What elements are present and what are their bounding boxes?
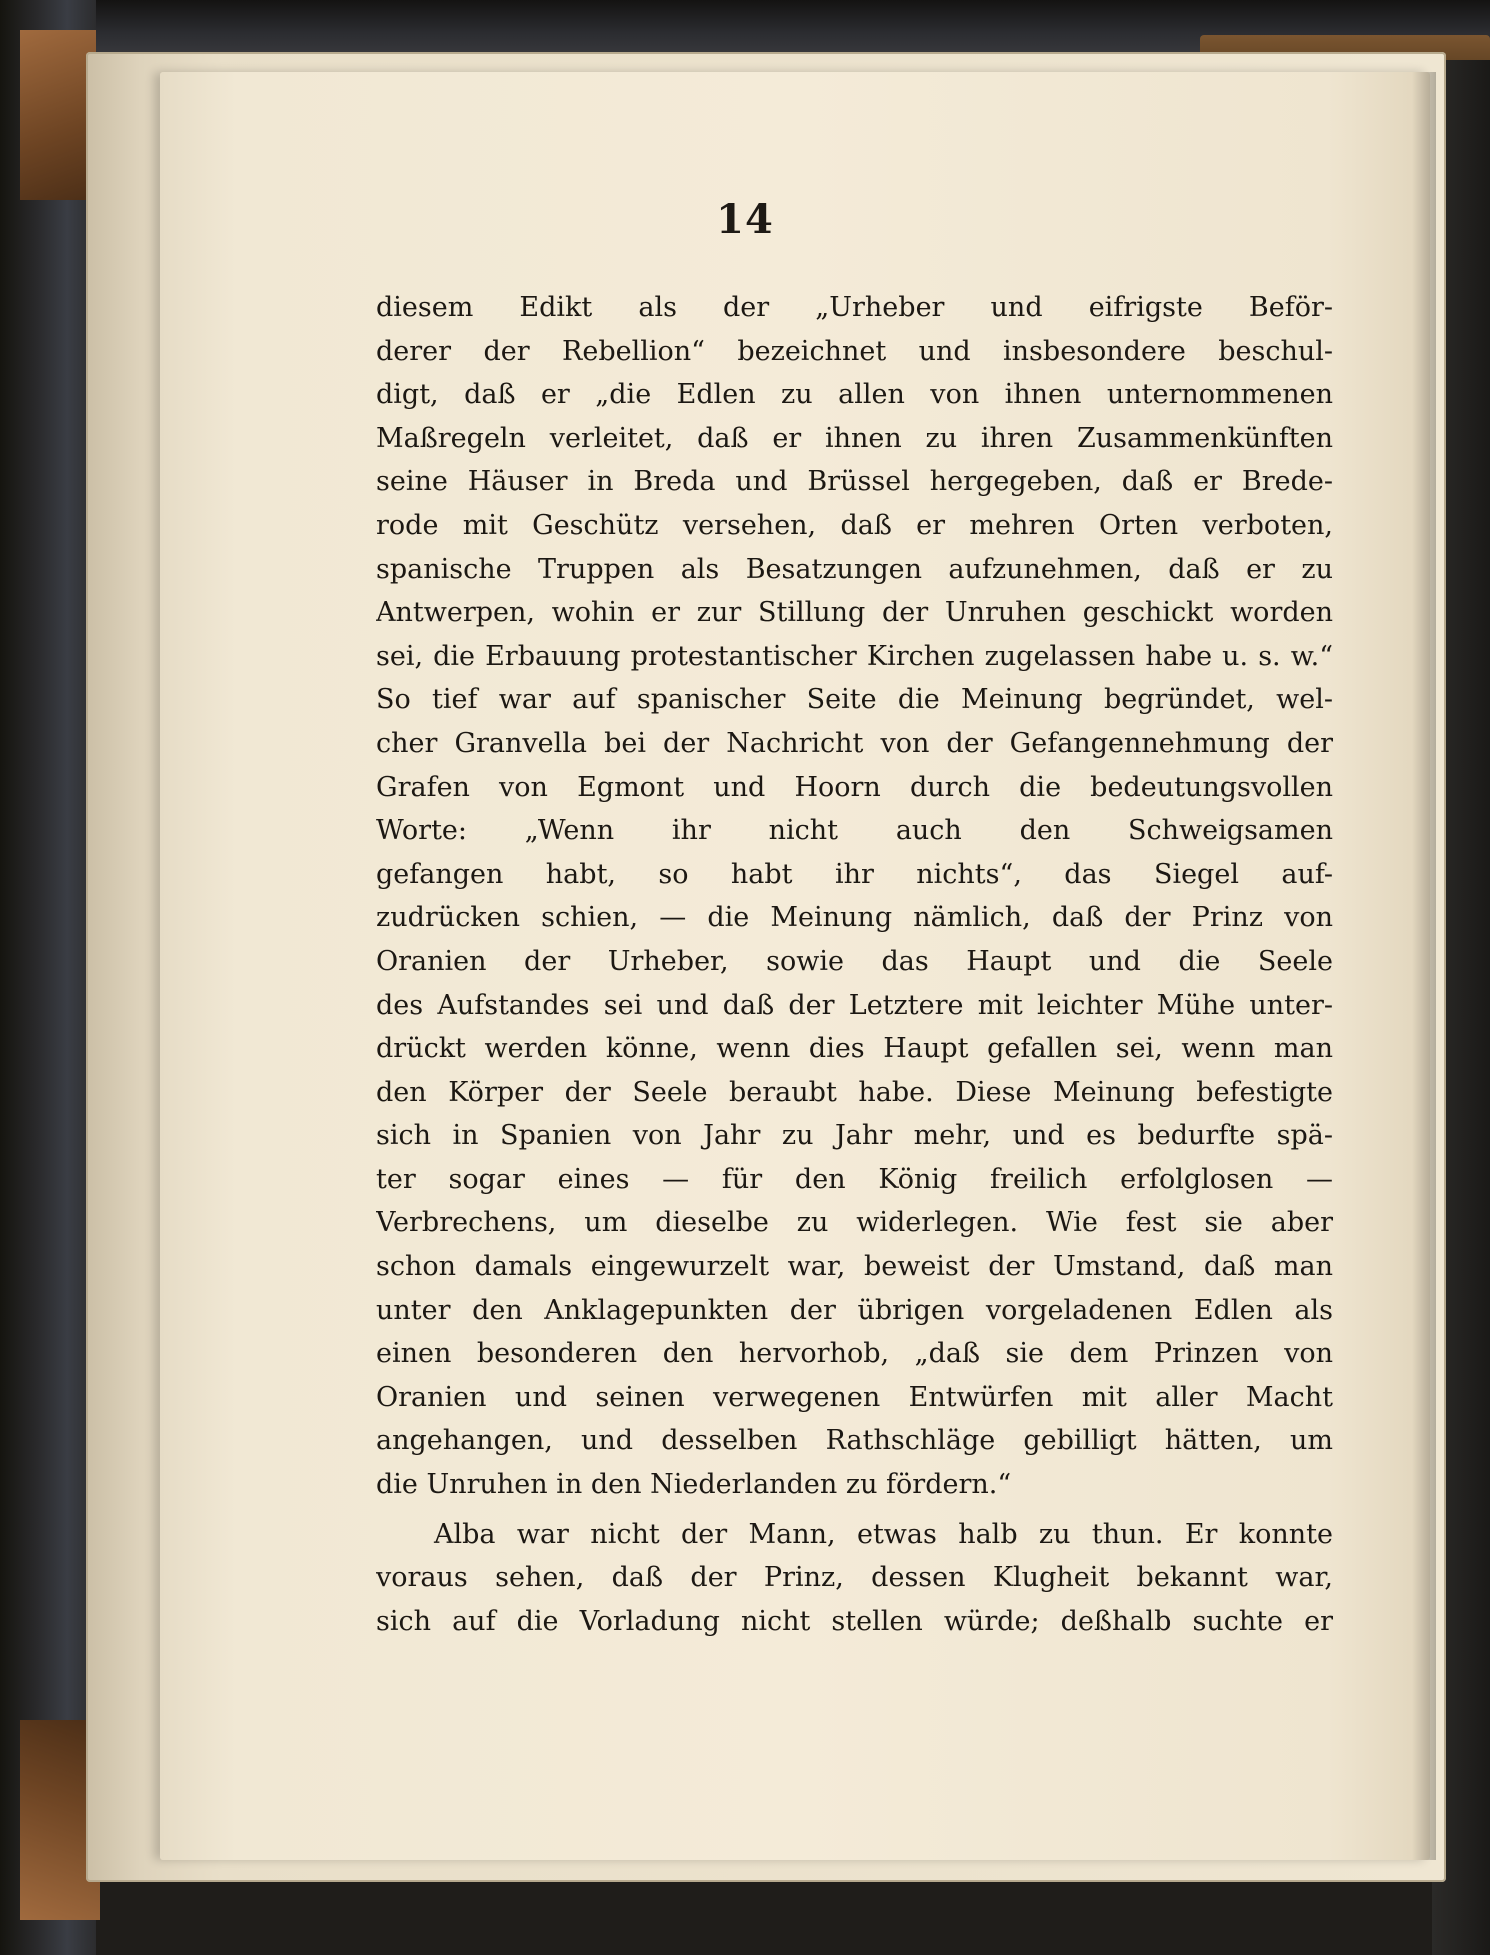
- text-line: des Aufstandes sei und daß der Letztere mit leichter Mühe unter-: [376, 989, 1333, 1021]
- page-number: 14: [716, 196, 774, 243]
- text-line: Antwerpen, wohin er zur Stillung der Unruhen geschickt worden: [376, 597, 1333, 629]
- text-line: Verbrechens, um dieselbe zu widerlegen. Wie fest sie aber: [376, 1207, 1333, 1239]
- text-line: seine Häuser in Breda und Brüssel hergegeben, daß er Brede-: [376, 466, 1333, 498]
- text-line: Oranien der Urheber, sowie das Haupt und die Seele: [376, 945, 1333, 977]
- text-line: gefangen habt, so habt ihr nichts“, das Siegel auf-: [376, 858, 1333, 890]
- text-line: sich auf die Vorladung nicht stellen würde; deßhalb suchte er: [376, 1605, 1333, 1637]
- paragraph-1: [376, 286, 1333, 1507]
- text-line: sei, die Erbauung protestantischer Kirchen zugelassen habe u. s. w.“: [376, 640, 1333, 672]
- paragraph-2: [376, 1513, 1333, 1644]
- text-line: diesem Edikt als der „Urheber und eifrigste Beför-: [376, 292, 1333, 323]
- text-line: Alba war nicht der Mann, etwas halb zu thun. Er konnte: [434, 1518, 1333, 1550]
- text-line: Grafen von Egmont und Hoorn durch die bedeutungsvollen: [376, 771, 1333, 803]
- text-line: So tief war auf spanischer Seite die Meinung begründet, wel-: [376, 684, 1333, 716]
- text-line: unter den Anklagepunkten der übrigen vorgeladenen Edlen als: [376, 1294, 1333, 1326]
- page-gutter-shadow: [1412, 72, 1436, 1860]
- text-line: derer der Rebellion“ bezeichnet und insbesondere beschul-: [376, 335, 1333, 367]
- text-line: einen besonderen den hervorhob, „daß sie dem Prinzen von: [376, 1338, 1333, 1370]
- text-line: Maßregeln verleitet, daß er ihnen zu ihren Zusammenkünften: [376, 422, 1333, 454]
- text-line: spanische Truppen als Besatzungen aufzunehmen, daß er zu: [376, 553, 1333, 585]
- text-line: digt, daß er „die Edlen zu allen von ihnen unternommenen: [376, 379, 1333, 411]
- page-text: [376, 286, 1333, 1643]
- text-line: ter sogar eines — für den König freilich erfolglosen —: [376, 1163, 1333, 1195]
- text-line: rode mit Geschütz versehen, daß er mehren Orten verboten,: [376, 509, 1333, 541]
- text-line: sich in Spanien von Jahr zu Jahr mehr, und es bedurfte spä-: [376, 1120, 1333, 1152]
- text-line: schon damals eingewurzelt war, beweist der Umstand, daß man: [376, 1251, 1333, 1283]
- text-line: die Unruhen in den Niederlanden zu fördern.“: [376, 1469, 1012, 1501]
- text-line: Oranien und seinen verwegenen Entwürfen mit aller Macht: [376, 1381, 1333, 1413]
- text-line: angehangen, und desselben Rathschläge gebilligt hätten, um: [376, 1425, 1333, 1457]
- text-line: den Körper der Seele beraubt habe. Diese Meinung befestigte: [376, 1076, 1333, 1108]
- text-line: Worte: „Wenn ihr nicht auch den Schweigsamen: [376, 815, 1333, 847]
- text-line: voraus sehen, daß der Prinz, dessen Klugheit bekannt war,: [376, 1562, 1333, 1594]
- text-line: cher Granvella bei der Nachricht von der Gefangennehmung der: [376, 727, 1333, 759]
- text-line: drückt werden könne, wenn dies Haupt gefallen sei, wenn man: [376, 1033, 1333, 1065]
- text-line: zudrücken schien, — die Meinung nämlich, daß der Prinz von: [376, 902, 1333, 934]
- book-cover-left: [0, 0, 96, 1955]
